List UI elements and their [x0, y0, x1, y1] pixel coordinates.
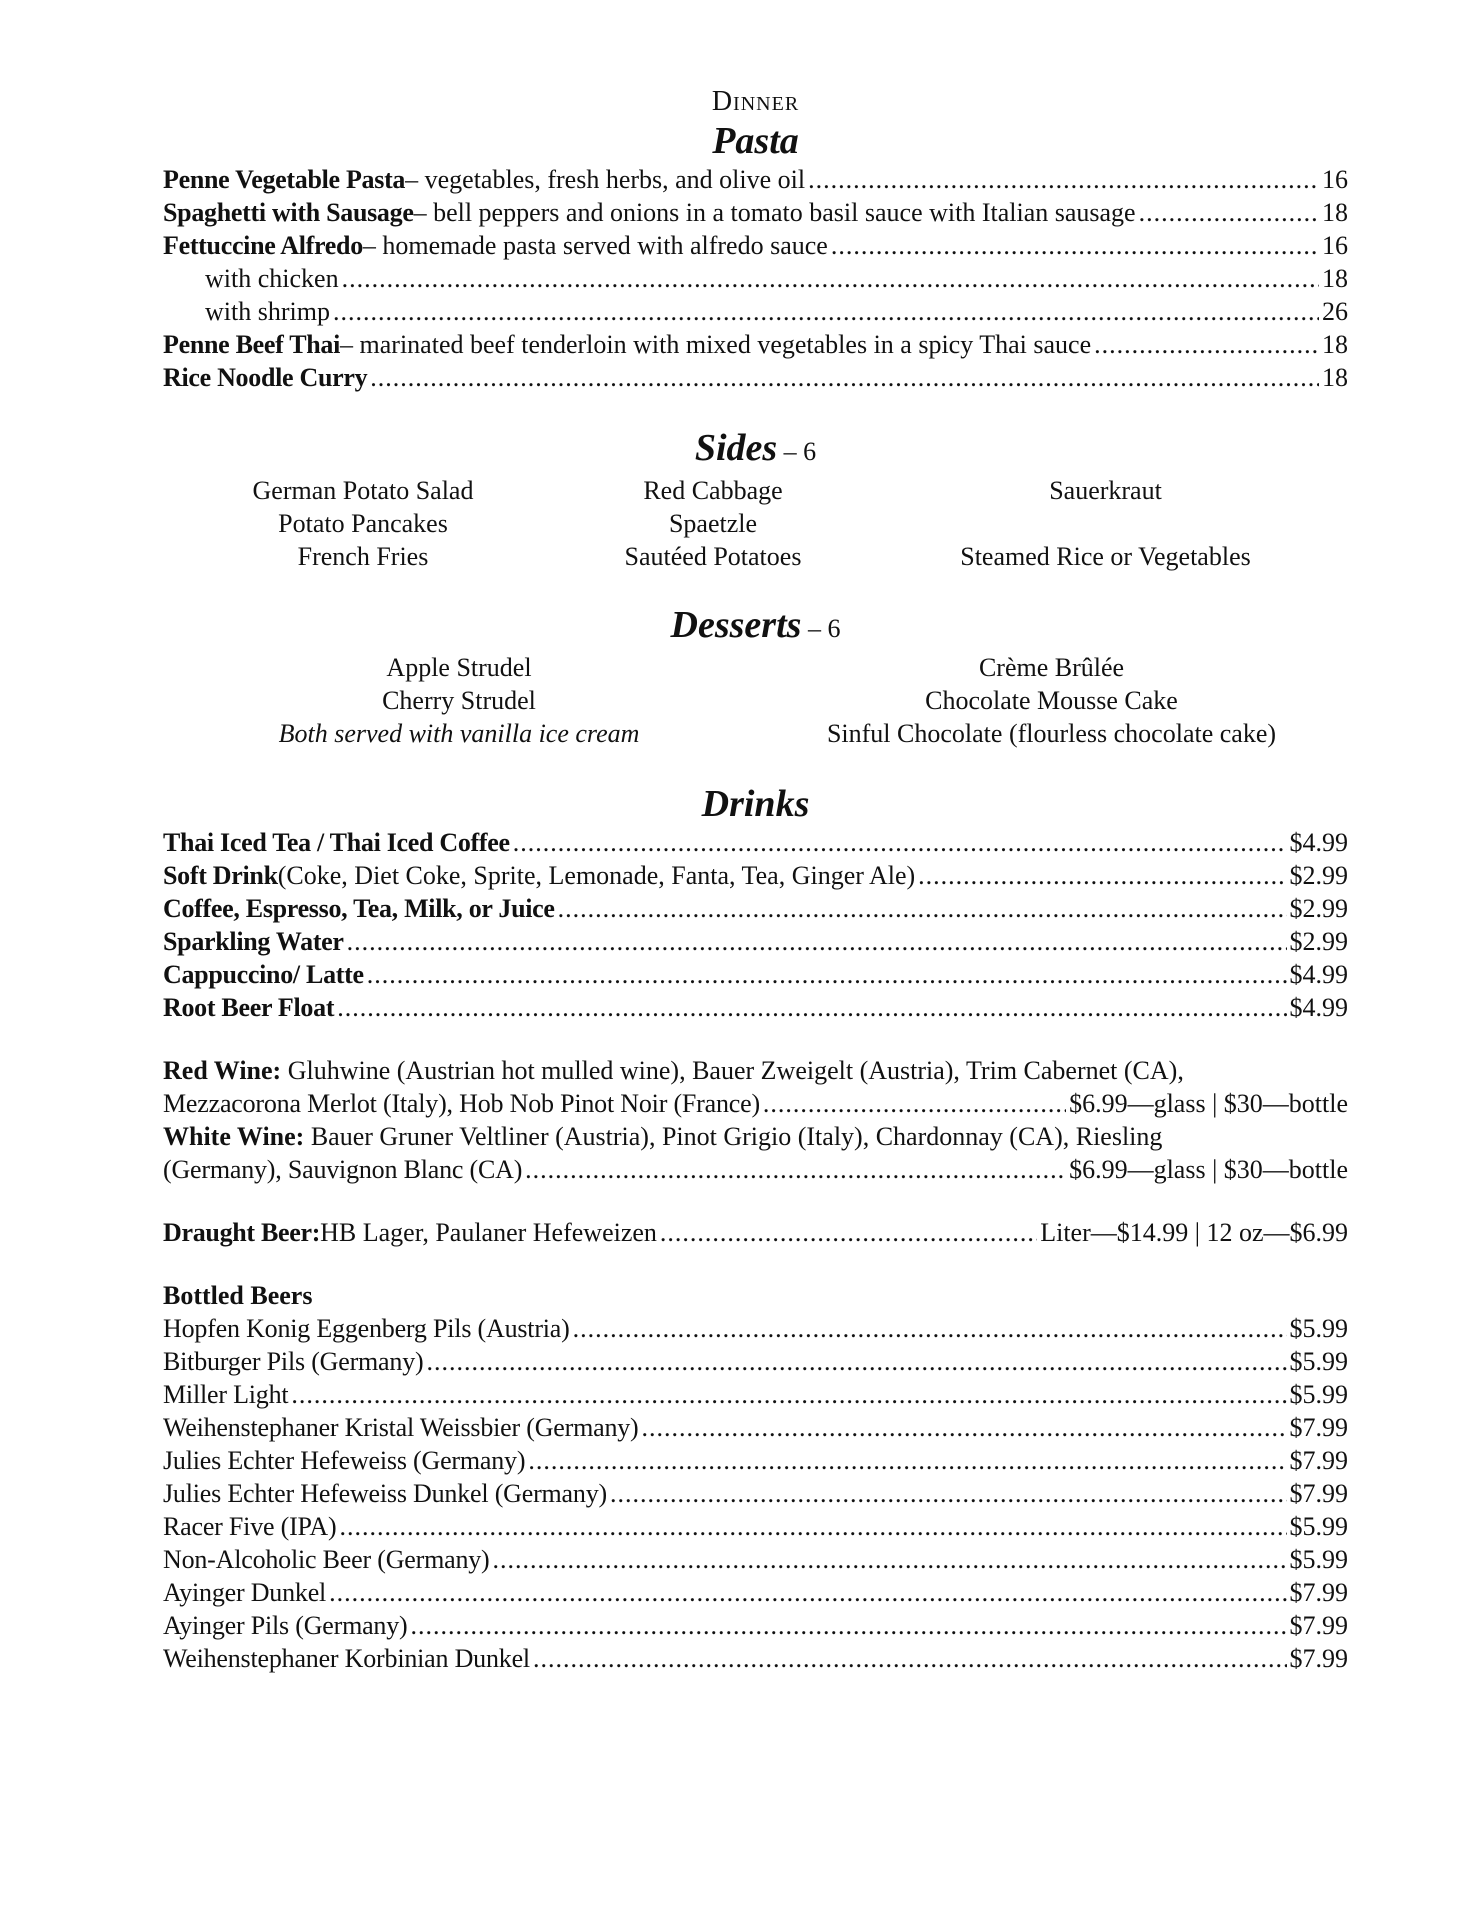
beer-item [163, 1642, 1348, 1675]
dessert-item: Apple Strudel [386, 653, 532, 682]
pasta-list [163, 163, 1348, 394]
sides-column [563, 474, 863, 573]
beer-item [163, 1444, 1348, 1477]
dot-leader [558, 892, 1287, 925]
sides-column [863, 474, 1348, 573]
item-price: $4.99 [1289, 828, 1348, 857]
side-item: Sauerkraut [1049, 476, 1162, 505]
desserts-grid [163, 651, 1348, 750]
item-price: $2.99 [1289, 861, 1348, 890]
white-wine-block [163, 1120, 1348, 1186]
dot-leader [337, 991, 1286, 1024]
beer-name: Miller Light [163, 1380, 289, 1409]
beer-price: $7.99 [1289, 1446, 1348, 1475]
dot-leader [426, 1345, 1286, 1378]
beer-item [163, 1378, 1348, 1411]
item-price: 16 [1322, 231, 1348, 260]
item-name: Penne Beef Thai [163, 330, 341, 359]
item-price: 16 [1322, 165, 1348, 194]
wine-desc: (Germany), Sauvignon Blanc (CA) [163, 1155, 523, 1184]
item-desc: with shrimp [205, 297, 330, 326]
beer-item [163, 1543, 1348, 1576]
drinks-title-text: Drinks [701, 783, 810, 825]
desserts-column [163, 651, 755, 750]
dot-leader [918, 859, 1286, 892]
drink-item [163, 991, 1348, 1024]
menu-item [163, 229, 1348, 262]
dot-leader [1139, 196, 1319, 229]
dessert-note: Both served with vanilla ice cream [278, 719, 640, 748]
side-item: Sautéed Potatoes [624, 542, 802, 571]
dinner-label: Dinner [711, 86, 800, 117]
wine-desc: Bauer Gruner Veltliner (Austria), Pinot Grigio (Italy), Chardonnay (CA), Riesling [304, 1122, 1163, 1151]
dot-leader [333, 295, 1319, 328]
dessert-item: Chocolate Mousse Cake [925, 686, 1178, 715]
dot-leader [763, 1087, 1066, 1120]
beer-name: Weihenstephaner Kristal Weissbier (Germany) [163, 1413, 639, 1442]
item-price: 18 [1322, 363, 1348, 392]
item-price: 18 [1322, 198, 1348, 227]
dot-leader [533, 1642, 1287, 1675]
item-name: Cappuccino/ Latte [163, 960, 364, 989]
item-name: Soft Drink [163, 861, 278, 890]
beer-price: $5.99 [1289, 1545, 1348, 1574]
item-name: Sparkling Water [163, 927, 344, 956]
dot-leader [370, 361, 1319, 394]
drink-item [163, 859, 1348, 892]
beer-price: $5.99 [1289, 1347, 1348, 1376]
dot-leader [347, 925, 1287, 958]
item-price: $2.99 [1289, 927, 1348, 956]
desserts-column [755, 651, 1348, 750]
beer-price: $7.99 [1289, 1644, 1348, 1673]
menu-item-option [163, 262, 1348, 295]
dot-leader [660, 1216, 1037, 1249]
drinks-title [163, 782, 1348, 826]
dot-leader [329, 1576, 1286, 1609]
dot-leader [342, 262, 1319, 295]
beer-name: Bitburger Pils (Germany) [163, 1347, 424, 1376]
item-name: Fettuccine Alfredo [163, 231, 363, 260]
item-name: Coffee, Espresso, Tea, Milk, or Juice [163, 894, 555, 923]
draught-label: Draught Beer: [163, 1218, 321, 1247]
beer-item [163, 1510, 1348, 1543]
item-desc: – bell peppers and onions in a tomato basil sauce with Italian sausage [413, 198, 1136, 227]
dot-leader [610, 1477, 1287, 1510]
white-wine-line-2 [163, 1153, 1348, 1186]
item-desc: with chicken [205, 264, 339, 293]
item-desc: – homemade pasta served with alfredo sauce [362, 231, 828, 260]
item-name: Rice Noodle Curry [163, 363, 368, 392]
dessert-item: Crème Brûlée [978, 653, 1125, 682]
dot-leader [573, 1312, 1287, 1345]
side-item: Steamed Rice or Vegetables [960, 542, 1251, 571]
dot-leader [642, 1411, 1287, 1444]
item-name: Spaghetti with Sausage [163, 198, 414, 227]
draught-beer [163, 1216, 1348, 1249]
beer-name: Racer Five (IPA) [163, 1512, 337, 1541]
menu-item [163, 328, 1348, 361]
sides-grid [163, 474, 1348, 573]
item-name: Root Beer Float [163, 993, 335, 1022]
item-price: 18 [1322, 330, 1348, 359]
sides-price: – 6 [777, 437, 817, 466]
side-item: German Potato Salad [252, 476, 474, 505]
draught-desc: HB Lager, Paulaner Hefeweizen [320, 1218, 657, 1247]
beer-price: $7.99 [1289, 1413, 1348, 1442]
drinks-list [163, 826, 1348, 1024]
beer-name: Weihenstephaner Korbinian Dunkel [163, 1644, 530, 1673]
item-price: $4.99 [1289, 960, 1348, 989]
beer-price: $5.99 [1289, 1314, 1348, 1343]
dot-leader [367, 958, 1287, 991]
menu-item [163, 196, 1348, 229]
item-name: Thai Iced Tea / Thai Iced Coffee [163, 828, 510, 857]
dot-leader [808, 163, 1319, 196]
beer-item [163, 1576, 1348, 1609]
wine-desc: Mezzacorona Merlot (Italy), Hob Nob Pinot Noir (France) [163, 1089, 760, 1118]
beer-name: Hopfen Konig Eggenberg Pils (Austria) [163, 1314, 570, 1343]
dot-leader [525, 1153, 1066, 1186]
beer-price: $7.99 [1289, 1611, 1348, 1640]
sides-title [163, 426, 1348, 474]
bottled-beers-heading: Bottled Beers [163, 1281, 313, 1310]
desserts-title-text: Desserts [670, 604, 802, 646]
drink-item [163, 958, 1348, 991]
side-item: Spaetzle [668, 509, 758, 538]
beer-item [163, 1477, 1348, 1510]
wine-label: Red Wine: [163, 1056, 282, 1085]
side-item: Potato Pancakes [278, 509, 448, 538]
dot-leader [493, 1543, 1287, 1576]
desserts-price: – 6 [801, 614, 841, 643]
beer-item [163, 1312, 1348, 1345]
beer-item [163, 1345, 1348, 1378]
drink-item [163, 925, 1348, 958]
white-wine-line-1 [163, 1120, 1348, 1153]
menu-item [163, 361, 1348, 394]
dot-leader [831, 229, 1319, 262]
side-item: Red Cabbage [643, 476, 783, 505]
wine-label: White Wine: [163, 1122, 305, 1151]
beer-price: $7.99 [1289, 1578, 1348, 1607]
bottled-beers-list [163, 1312, 1348, 1675]
item-price: $4.99 [1289, 993, 1348, 1022]
beer-item [163, 1411, 1348, 1444]
menu-item [163, 163, 1348, 196]
item-name: Penne Vegetable Pasta [163, 165, 406, 194]
beer-item [163, 1609, 1348, 1642]
red-wine-line-1 [163, 1054, 1348, 1087]
beer-name: Ayinger Dunkel [163, 1578, 327, 1607]
item-price: 26 [1322, 297, 1348, 326]
dessert-item: Cherry Strudel [382, 686, 536, 715]
side-item: French Fries [297, 542, 429, 571]
menu-page [163, 85, 1348, 1675]
wine-price: $6.99—glass | $30—bottle [1069, 1155, 1348, 1184]
sides-title-text: Sides [694, 427, 778, 469]
item-desc: (Coke, Diet Coke, Sprite, Lemonade, Fanta, Tea, Ginger Ale) [277, 861, 916, 890]
beer-price: $5.99 [1289, 1512, 1348, 1541]
item-price: $2.99 [1289, 894, 1348, 923]
beer-price: $5.99 [1289, 1380, 1348, 1409]
item-desc: – vegetables, fresh herbs, and olive oil [405, 165, 806, 194]
red-wine-line-2 [163, 1087, 1348, 1120]
item-price: 18 [1322, 264, 1348, 293]
dot-leader [513, 826, 1287, 859]
desserts-title [163, 603, 1348, 651]
side-item [863, 507, 1348, 540]
item-desc: – marinated beef tenderloin with mixed vegetables in a spicy Thai sauce [340, 330, 1092, 359]
beer-price: $7.99 [1289, 1479, 1348, 1508]
dot-leader [291, 1378, 1286, 1411]
beer-name: Ayinger Pils (Germany) [163, 1611, 408, 1640]
dot-leader [339, 1510, 1286, 1543]
pasta-title [163, 119, 1348, 163]
pasta-title-text: Pasta [712, 120, 799, 162]
menu-item-option [163, 295, 1348, 328]
beer-name: Non-Alcoholic Beer (Germany) [163, 1545, 490, 1574]
wine-desc: Gluhwine (Austrian hot mulled wine), Bauer Zweigelt (Austria), Trim Cabernet (CA), [281, 1056, 1184, 1085]
dot-leader [1094, 328, 1319, 361]
drink-item [163, 826, 1348, 859]
red-wine-block [163, 1054, 1348, 1120]
wine-price: $6.99—glass | $30—bottle [1069, 1089, 1348, 1118]
beer-name: Julies Echter Hefeweiss Dunkel (Germany) [163, 1479, 607, 1508]
sides-column [163, 474, 563, 573]
draught-price: Liter—$14.99 | 12 oz—$6.99 [1040, 1218, 1348, 1247]
dessert-item: Sinful Chocolate (flourless chocolate cake) [826, 719, 1277, 748]
dot-leader [411, 1609, 1287, 1642]
beer-name: Julies Echter Hefeweiss (Germany) [163, 1446, 526, 1475]
dot-leader [528, 1444, 1286, 1477]
drink-item [163, 892, 1348, 925]
